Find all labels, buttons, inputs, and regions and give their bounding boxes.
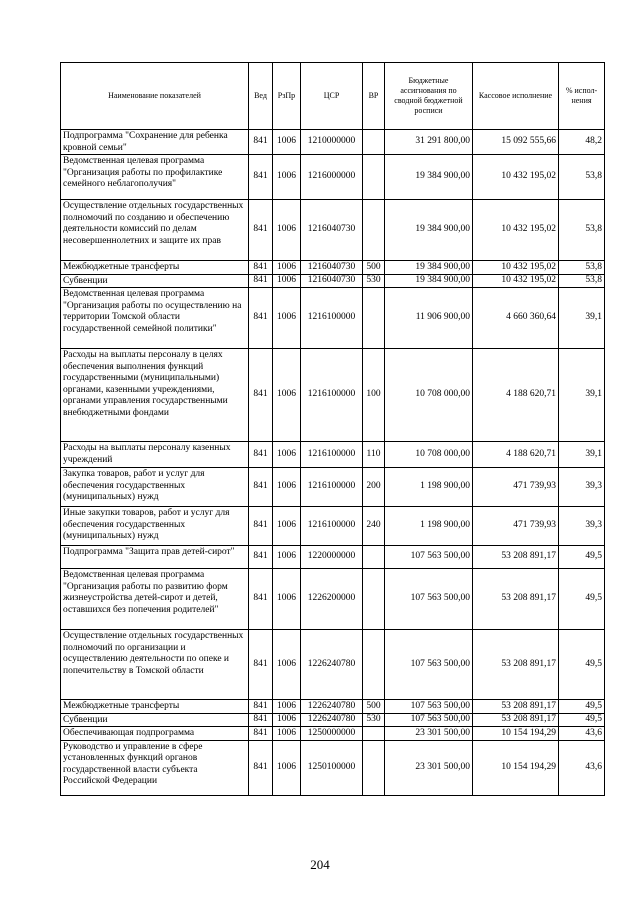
cell-rzpr: 1006 <box>273 727 301 741</box>
cell-budget: 107 563 500,00 <box>385 713 473 727</box>
cell-pct: 53,8 <box>559 261 605 275</box>
table-row <box>61 569 605 630</box>
table-row <box>61 442 605 468</box>
cell-csr: 1226240780 <box>301 630 363 700</box>
cell-pct: 53,8 <box>559 274 605 288</box>
cell-csr: 1226200000 <box>301 569 363 630</box>
cell-rzpr: 1006 <box>273 700 301 714</box>
cell-name: Осуществление отдельных государственных полномочий по созданию и обеспечению деятельности комиссий по делам несовершеннолетних и защите их прав <box>61 200 249 261</box>
cell-budget: 1 198 900,00 <box>385 507 473 546</box>
cell-vr: 200 <box>363 468 385 507</box>
cell-vr: 530 <box>363 713 385 727</box>
cell-csr: 1216040730 <box>301 200 363 261</box>
cell-cash: 10 432 195,02 <box>473 261 559 275</box>
cell-ved: 841 <box>249 468 273 507</box>
cell-cash: 4 188 620,71 <box>473 349 559 442</box>
cell-cash: 15 092 555,66 <box>473 130 559 155</box>
cell-vr: 500 <box>363 261 385 275</box>
cell-vr <box>363 130 385 155</box>
cell-name: Ведомственная целевая программа "Организация работы по профилактике семейного неблагополучия" <box>61 155 249 200</box>
table-row <box>61 507 605 546</box>
cell-rzpr: 1006 <box>273 546 301 569</box>
cell-budget: 19 384 900,00 <box>385 261 473 275</box>
cell-budget: 10 708 000,00 <box>385 442 473 468</box>
cell-csr: 1216000000 <box>301 155 363 200</box>
cell-csr: 1226240780 <box>301 713 363 727</box>
cell-budget: 19 384 900,00 <box>385 200 473 261</box>
cell-budget: 1 198 900,00 <box>385 468 473 507</box>
cell-budget: 31 291 800,00 <box>385 130 473 155</box>
cell-pct: 49,5 <box>559 700 605 714</box>
cell-name: Подпрограмма "Защита прав детей-сирот" <box>61 546 249 569</box>
cell-cash: 10 432 195,02 <box>473 274 559 288</box>
cell-pct: 39,1 <box>559 349 605 442</box>
cell-rzpr: 1006 <box>273 740 301 795</box>
cell-name: Иные закупки товаров, работ и услуг для обеспечения государственных (муниципальных) нужд <box>61 507 249 546</box>
cell-vr <box>363 546 385 569</box>
cell-budget: 10 708 000,00 <box>385 349 473 442</box>
cell-csr: 1216040730 <box>301 274 363 288</box>
table-row <box>61 200 605 261</box>
header-cash: Кассовое исполнение <box>473 63 559 130</box>
cell-budget: 107 563 500,00 <box>385 569 473 630</box>
cell-budget: 11 906 900,00 <box>385 288 473 349</box>
header-csr: ЦСР <box>301 63 363 130</box>
cell-budget: 19 384 900,00 <box>385 274 473 288</box>
cell-pct: 39,3 <box>559 468 605 507</box>
cell-name: Ведомственная целевая программа "Организация работы по развитию форм жизнеустройства детей-сирот и детей, оставшихся без попечения родителей" <box>61 569 249 630</box>
header-rzpr: РзПр <box>273 63 301 130</box>
cell-name: Субвенции <box>61 274 249 288</box>
cell-vr <box>363 288 385 349</box>
cell-ved: 841 <box>249 130 273 155</box>
cell-ved: 841 <box>249 442 273 468</box>
cell-pct: 49,5 <box>559 546 605 569</box>
cell-name: Субвенции <box>61 713 249 727</box>
cell-cash: 53 208 891,17 <box>473 569 559 630</box>
cell-ved: 841 <box>249 274 273 288</box>
table-body <box>61 130 605 796</box>
table-row <box>61 349 605 442</box>
cell-csr: 1216100000 <box>301 442 363 468</box>
cell-pct: 53,8 <box>559 155 605 200</box>
cell-ved: 841 <box>249 713 273 727</box>
cell-vr: 110 <box>363 442 385 468</box>
cell-pct: 53,8 <box>559 200 605 261</box>
header-ved: Вед <box>249 63 273 130</box>
cell-pct: 43,6 <box>559 727 605 741</box>
table-row <box>61 468 605 507</box>
cell-cash: 471 739,93 <box>473 468 559 507</box>
header-pct: % испол-нения <box>559 63 605 130</box>
cell-cash: 471 739,93 <box>473 507 559 546</box>
table-row <box>61 155 605 200</box>
cell-rzpr: 1006 <box>273 261 301 275</box>
cell-cash: 10 432 195,02 <box>473 200 559 261</box>
header-budget: Бюджетные ассигнования по сводной бюджетной росписи <box>385 63 473 130</box>
cell-ved: 841 <box>249 155 273 200</box>
cell-ved: 841 <box>249 630 273 700</box>
cell-pct: 48,2 <box>559 130 605 155</box>
cell-vr: 500 <box>363 700 385 714</box>
table-row <box>61 261 605 275</box>
page-number: 204 <box>310 857 330 872</box>
cell-vr <box>363 155 385 200</box>
cell-budget: 107 563 500,00 <box>385 546 473 569</box>
table-row <box>61 546 605 569</box>
cell-rzpr: 1006 <box>273 274 301 288</box>
cell-rzpr: 1006 <box>273 130 301 155</box>
table-row <box>61 274 605 288</box>
cell-ved: 841 <box>249 740 273 795</box>
cell-csr: 1210000000 <box>301 130 363 155</box>
cell-pct: 39,3 <box>559 507 605 546</box>
cell-name: Расходы на выплаты персоналу казенных учреждений <box>61 442 249 468</box>
header-row <box>61 63 605 130</box>
cell-rzpr: 1006 <box>273 349 301 442</box>
cell-ved: 841 <box>249 507 273 546</box>
table-row <box>61 740 605 795</box>
cell-rzpr: 1006 <box>273 713 301 727</box>
cell-vr <box>363 740 385 795</box>
cell-name: Руководство и управление в сфере установленных функций органов государственной власти субъекта Российской Федерации <box>61 740 249 795</box>
table-row <box>61 288 605 349</box>
cell-vr <box>363 569 385 630</box>
cell-name: Обеспечивающая подпрограмма <box>61 727 249 741</box>
cell-csr: 1216100000 <box>301 507 363 546</box>
cell-csr: 1220000000 <box>301 546 363 569</box>
cell-rzpr: 1006 <box>273 442 301 468</box>
cell-ved: 841 <box>249 200 273 261</box>
cell-pct: 49,5 <box>559 630 605 700</box>
cell-cash: 4 660 360,64 <box>473 288 559 349</box>
cell-cash: 10 154 194,29 <box>473 740 559 795</box>
cell-budget: 107 563 500,00 <box>385 700 473 714</box>
cell-rzpr: 1006 <box>273 569 301 630</box>
cell-rzpr: 1006 <box>273 468 301 507</box>
cell-ved: 841 <box>249 288 273 349</box>
cell-cash: 10 432 195,02 <box>473 155 559 200</box>
cell-csr: 1216040730 <box>301 261 363 275</box>
cell-cash: 53 208 891,17 <box>473 630 559 700</box>
cell-name: Осуществление отдельных государственных полномочий по организации и осуществлению деятельности по опеке и попечительству в Томской области <box>61 630 249 700</box>
table-row <box>61 630 605 700</box>
cell-budget: 19 384 900,00 <box>385 155 473 200</box>
cell-csr: 1250000000 <box>301 727 363 741</box>
cell-ved: 841 <box>249 261 273 275</box>
cell-csr: 1250100000 <box>301 740 363 795</box>
cell-csr: 1216100000 <box>301 468 363 507</box>
table-row <box>61 727 605 741</box>
cell-rzpr: 1006 <box>273 630 301 700</box>
cell-cash: 53 208 891,17 <box>473 546 559 569</box>
cell-pct: 43,6 <box>559 740 605 795</box>
cell-budget: 107 563 500,00 <box>385 630 473 700</box>
cell-name: Межбюджетные трансферты <box>61 261 249 275</box>
cell-cash: 53 208 891,17 <box>473 700 559 714</box>
cell-vr: 100 <box>363 349 385 442</box>
table-row <box>61 700 605 714</box>
header-name: Наименование показателей <box>61 63 249 130</box>
cell-ved: 841 <box>249 569 273 630</box>
cell-name: Межбюджетные трансферты <box>61 700 249 714</box>
cell-pct: 39,1 <box>559 288 605 349</box>
cell-vr <box>363 727 385 741</box>
cell-rzpr: 1006 <box>273 155 301 200</box>
cell-pct: 49,5 <box>559 569 605 630</box>
cell-cash: 4 188 620,71 <box>473 442 559 468</box>
table-row <box>61 713 605 727</box>
cell-name: Ведомственная целевая программа "Организация работы по осуществлению на территории Томской области государственной семейной политики" <box>61 288 249 349</box>
header-vr: ВР <box>363 63 385 130</box>
cell-ved: 841 <box>249 700 273 714</box>
cell-csr: 1226240780 <box>301 700 363 714</box>
cell-vr: 240 <box>363 507 385 546</box>
cell-rzpr: 1006 <box>273 288 301 349</box>
cell-name: Закупка товаров, работ и услуг для обеспечения государственных (муниципальных) нужд <box>61 468 249 507</box>
cell-vr: 530 <box>363 274 385 288</box>
cell-csr: 1216100000 <box>301 349 363 442</box>
cell-pct: 49,5 <box>559 713 605 727</box>
cell-vr <box>363 200 385 261</box>
cell-name: Подпрограмма "Сохранение для ребенка кровной семьи" <box>61 130 249 155</box>
cell-budget: 23 301 500,00 <box>385 727 473 741</box>
cell-rzpr: 1006 <box>273 507 301 546</box>
cell-rzpr: 1006 <box>273 200 301 261</box>
cell-vr <box>363 630 385 700</box>
table-row <box>61 130 605 155</box>
cell-budget: 23 301 500,00 <box>385 740 473 795</box>
budget-table <box>60 62 605 796</box>
cell-csr: 1216100000 <box>301 288 363 349</box>
cell-ved: 841 <box>249 727 273 741</box>
cell-ved: 841 <box>249 546 273 569</box>
cell-name: Расходы на выплаты персоналу в целях обеспечения выполнения функций государственными (муниципальными) органами, казенными учреждениями, органами управления государственными внебюджетными фондами <box>61 349 249 442</box>
cell-pct: 39,1 <box>559 442 605 468</box>
cell-cash: 10 154 194,29 <box>473 727 559 741</box>
cell-ved: 841 <box>249 349 273 442</box>
cell-cash: 53 208 891,17 <box>473 713 559 727</box>
